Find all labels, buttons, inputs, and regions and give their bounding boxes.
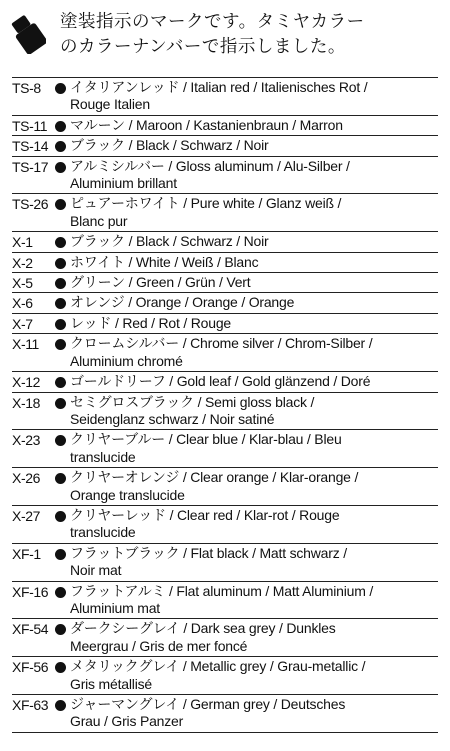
- instruction-header: [0, 0, 450, 74]
- color-description-line: ホワイト / White / Weiß / Blanc: [70, 253, 259, 270]
- color-row: [12, 618, 438, 656]
- color-row: [12, 156, 438, 194]
- color-description-line: クリヤーオレンジ / Clear orange / Klar-orange /: [70, 469, 359, 486]
- color-description: [70, 157, 438, 194]
- color-code: X-23: [12, 432, 40, 449]
- paint-bottle-icon: [10, 14, 46, 54]
- color-description-line: Aluminium mat: [70, 599, 160, 616]
- color-description-line: マルーン / Maroon / Kastanienbraun / Marron: [70, 116, 343, 133]
- color-row: [12, 272, 438, 292]
- bullet-dot-icon: [55, 624, 66, 635]
- bullet-dot-icon: [55, 700, 66, 711]
- color-row: [12, 77, 438, 115]
- color-description: [70, 116, 438, 135]
- color-description: [70, 273, 438, 292]
- color-code: X-5: [12, 275, 33, 292]
- color-code: XF-1: [12, 545, 41, 562]
- color-row: [12, 392, 438, 430]
- color-description: [70, 544, 438, 581]
- color-description: [70, 232, 438, 251]
- color-description-line: レッド / Red / Rot / Rouge: [70, 314, 231, 331]
- color-description: [70, 372, 438, 391]
- color-description-line: フラットアルミ / Flat aluminum / Matt Aluminium /: [70, 582, 374, 599]
- color-row: [12, 115, 438, 135]
- bullet-dot-icon: [55, 435, 66, 446]
- color-description-line: Rouge Italien: [70, 96, 150, 113]
- bullet-dot-icon: [55, 398, 66, 409]
- color-description-line: フラットブラック / Flat black / Matt schwarz /: [70, 544, 347, 561]
- color-row: [12, 231, 438, 251]
- bullet-dot-icon: [55, 549, 66, 560]
- color-code: XF-56: [12, 659, 49, 676]
- color-description: [70, 136, 438, 155]
- color-description: [70, 334, 438, 371]
- color-description-line: Seidenglanz schwarz / Noir satiné: [70, 410, 275, 427]
- color-code: TS-14: [12, 138, 49, 155]
- color-code: XF-54: [12, 621, 49, 638]
- color-description: [70, 393, 438, 430]
- color-description: [70, 506, 438, 543]
- color-description: [70, 293, 438, 312]
- color-description-line: オレンジ / Orange / Orange / Orange: [70, 294, 295, 311]
- bullet-dot-icon: [55, 237, 66, 248]
- color-code: X-1: [12, 234, 33, 251]
- color-description: [70, 695, 438, 732]
- color-description: [70, 582, 438, 619]
- color-description: [70, 619, 438, 656]
- color-description-line: グリーン / Green / Grün / Vert: [70, 274, 251, 291]
- bullet-dot-icon: [55, 162, 66, 173]
- bullet-dot-icon: [55, 278, 66, 289]
- color-code: X-7: [12, 315, 33, 332]
- color-description: [70, 657, 438, 694]
- header-line-1: 塗装指示のマークです。タミヤカラー: [60, 12, 365, 32]
- color-description-line: Aluminium brillant: [70, 175, 177, 192]
- color-code: X-12: [12, 374, 40, 391]
- color-description-line: Meergrau / Gris de mer foncé: [70, 637, 248, 654]
- color-row: [12, 333, 438, 371]
- color-row: [12, 313, 438, 333]
- color-code: X-2: [12, 254, 33, 271]
- color-row: [12, 292, 438, 312]
- color-code: TS-8: [12, 80, 41, 96]
- color-description-line: ゴールドリーフ / Gold leaf / Gold glänzend / Doré: [70, 373, 371, 390]
- bullet-dot-icon: [55, 141, 66, 152]
- color-description-line: メタリックグレイ / Metallic grey / Grau-metallic /: [70, 658, 366, 675]
- color-description-line: translucide: [70, 524, 136, 541]
- color-description: [70, 253, 438, 272]
- color-code: TS-11: [12, 117, 48, 134]
- color-description-line: Aluminium chromé: [70, 352, 183, 369]
- header-line-2: のカラーナンバーで指示しました。: [60, 37, 346, 57]
- color-code: TS-26: [12, 196, 49, 213]
- color-description-line: Gris métallisé: [70, 675, 152, 692]
- color-description-line: クリヤーレッド / Clear red / Klar-rot / Rouge: [70, 506, 340, 523]
- header-text: [60, 10, 445, 60]
- color-row: [12, 505, 438, 543]
- bullet-dot-icon: [55, 298, 66, 309]
- color-description-line: Orange translucide: [70, 486, 185, 503]
- color-description-line: Blanc pur: [70, 212, 128, 229]
- color-description-line: translucide: [70, 448, 136, 465]
- color-code: X-26: [12, 470, 40, 487]
- bullet-dot-icon: [55, 83, 66, 94]
- bullet-dot-icon: [55, 199, 66, 210]
- color-code: X-27: [12, 507, 40, 524]
- color-description-line: ブラック / Black / Schwarz / Noir: [70, 233, 269, 250]
- color-code: TS-17: [12, 158, 49, 175]
- color-description-line: クロームシルバー / Chrome silver / Chrom-Silber /: [70, 335, 373, 352]
- color-description-line: セミグロスブラック / Semi gloss black /: [70, 393, 315, 410]
- color-row: [12, 252, 438, 272]
- bullet-dot-icon: [55, 511, 66, 522]
- color-code: X-18: [12, 394, 40, 411]
- color-table: [12, 77, 438, 733]
- bullet-dot-icon: [55, 473, 66, 484]
- color-description: [70, 194, 438, 231]
- color-description-line: ブラック / Black / Schwarz / Noir: [70, 137, 269, 154]
- color-description: [70, 468, 438, 505]
- color-description-line: クリヤーブルー / Clear blue / Klar-blau / Bleu: [70, 431, 342, 448]
- bullet-dot-icon: [55, 662, 66, 673]
- color-code: XF-16: [12, 583, 49, 600]
- color-row: [12, 656, 438, 694]
- color-row: [12, 694, 438, 733]
- color-row: [12, 135, 438, 155]
- bullet-dot-icon: [55, 121, 66, 132]
- color-description-line: ピュアーホワイト / Pure white / Glanz weiß /: [70, 195, 342, 212]
- color-row: [12, 429, 438, 467]
- bullet-dot-icon: [55, 258, 66, 269]
- bullet-dot-icon: [55, 319, 66, 330]
- bullet-dot-icon: [55, 339, 66, 350]
- color-description: [70, 78, 438, 115]
- color-description-line: イタリアンレッド / Italian red / Italienisches Rot /: [70, 79, 368, 95]
- color-row: [12, 193, 438, 231]
- color-row: [12, 371, 438, 391]
- color-description-line: ジャーマングレイ / German grey / Deutsches: [70, 696, 346, 712]
- color-description-line: Noir mat: [70, 562, 122, 579]
- color-code: X-6: [12, 295, 33, 312]
- bullet-dot-icon: [55, 377, 66, 388]
- color-code: X-11: [12, 336, 39, 353]
- color-description: [70, 430, 438, 467]
- color-description-line: アルミシルバー / Gloss aluminum / Alu-Silber /: [70, 157, 350, 174]
- color-row: [12, 581, 438, 619]
- color-description-line: Grau / Gris Panzer: [70, 713, 184, 730]
- color-description: [70, 314, 438, 333]
- color-row: [12, 543, 438, 581]
- color-description-line: ダークシーグレイ / Dark sea grey / Dunkles: [70, 620, 336, 637]
- color-code: XF-63: [12, 697, 49, 713]
- color-row: [12, 467, 438, 505]
- bullet-dot-icon: [55, 587, 66, 598]
